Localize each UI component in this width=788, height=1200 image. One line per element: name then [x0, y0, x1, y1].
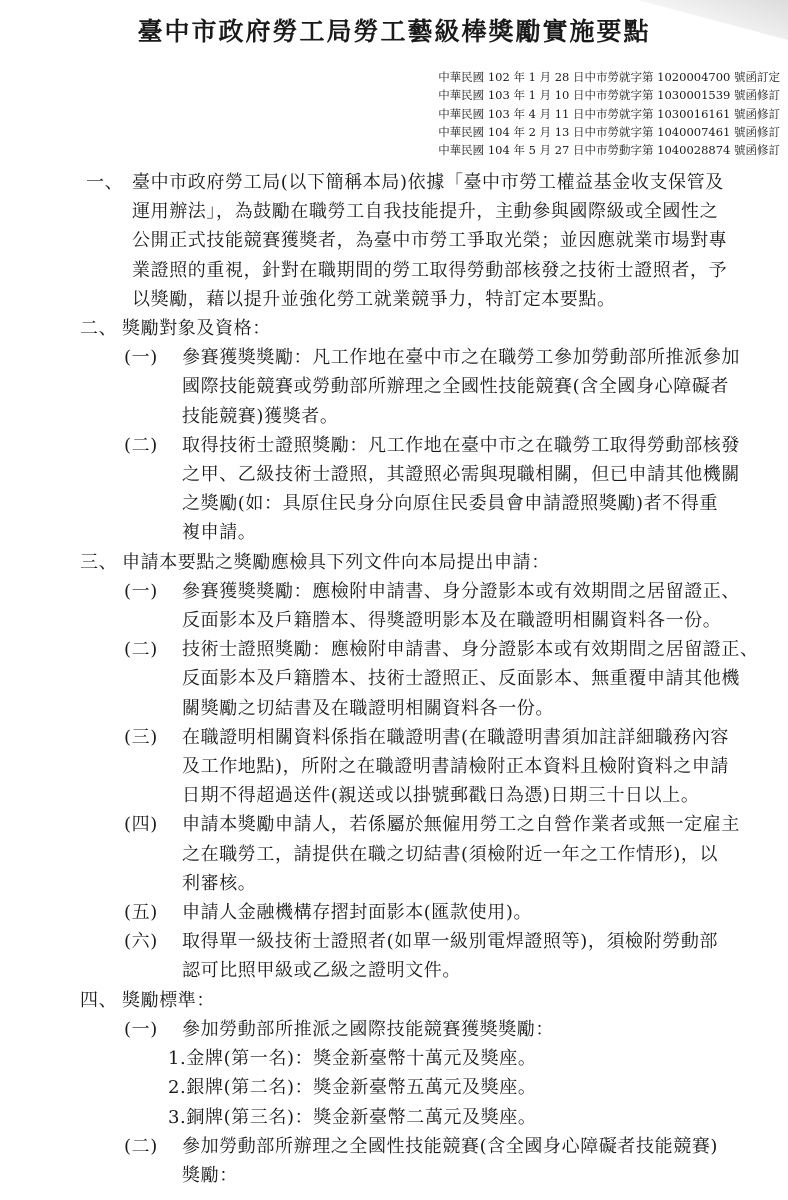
text-line: 反面影本及戶籍謄本、得獎證明影本及在職證明相關資料各一份。: [182, 610, 722, 632]
item-text: [182, 577, 782, 635]
text-line: 參賽獲獎獎勵：凡工作地在臺中市之在職勞工參加勞動部所推派參加: [182, 347, 740, 369]
section-4-subitem-3: [0, 1103, 788, 1132]
text-line: 之獎勵(如：具原住民身分向原住民委員會申請證照獎勵)者不得重: [182, 493, 719, 515]
text-line: 獎勵：: [182, 1164, 238, 1186]
item-marker: (四): [124, 814, 158, 836]
text-line: 在職證明相關資料係指在職證明書(在職證明書須加註詳細職務內容: [182, 726, 730, 748]
section-3-item-6: [0, 927, 788, 985]
section-marker: 四、: [80, 989, 118, 1011]
award-line-gold: 1.金牌(第一名)：獎金新臺幣十萬元及獎座。: [168, 1048, 537, 1070]
item-text: [182, 723, 782, 811]
text-line: 業證照的重視，針對在職期間的勞工取得勞動部核發之技術士證照者，予: [132, 259, 728, 281]
history-line: 中華民國 104 年 5 月 27 日中市勞動字第 1040028874 號函修訂: [438, 143, 780, 158]
section-marker: 二、: [80, 318, 118, 340]
item-text: [182, 810, 782, 898]
section-2-item-1: [0, 343, 788, 431]
text-line: 參加勞動部所推派之國際技能競賽獲獎獎勵：: [182, 1018, 554, 1040]
section-text: [132, 168, 788, 314]
text-line: 之在職勞工，請提供在職之切結書(須檢附近一年之工作情形)，以: [182, 843, 719, 865]
item-text: [182, 1015, 782, 1044]
item-text: [182, 927, 782, 985]
section-3-item-4: [0, 810, 788, 898]
text-line: 及工作地點)，所附之在職證明書請檢附正本資料且檢附資料之申請: [182, 756, 730, 778]
text-line: 參加勞動部所辦理之全國性技能競賽(含全國身心障礙者技能競賽): [182, 1135, 719, 1157]
section-heading: 申請本要點之獎勵應檢具下列文件向本局提出申請：: [122, 551, 550, 573]
text-line: 技術士證照獎勵：應檢附申請書、身分證影本或有效期間之居留證正、: [182, 639, 759, 661]
text-line: 臺中市政府勞工局(以下簡稱本局)依據「臺中市勞工權益基金收支保管及: [132, 172, 724, 193]
section-heading: 獎勵標準：: [122, 989, 215, 1011]
section-3-item-2: [0, 635, 788, 723]
document-title: 臺中市政府勞工局勞工藝級棒獎勵實施要點: [137, 17, 651, 46]
history-line: 中華民國 103 年 4 月 11 日中市勞就字第 1030016161 號函修訂: [438, 106, 780, 121]
section-4-subitem-2: [0, 1073, 788, 1102]
section-2: [0, 314, 788, 343]
text-line: 國際技能競賽或勞動部所辦理之全國性技能競賽(含全國身心障礙者: [182, 376, 730, 398]
history-line: 中華民國 104 年 2 月 13 日中市勞就字第 1040007461 號函修訂: [438, 124, 780, 139]
item-text: [182, 431, 782, 548]
section-3: [0, 548, 788, 577]
text-line: 公開正式技能競賽獲獎者，為臺中市勞工爭取光榮；並因應就業市場對專: [132, 230, 728, 252]
item-text: [182, 1132, 782, 1190]
item-marker: (二): [124, 1135, 158, 1157]
document-body: [0, 168, 788, 1190]
section-4-subitem-1: [0, 1044, 788, 1073]
text-line: 利審核。: [182, 872, 257, 894]
item-marker: (五): [124, 902, 158, 924]
section-1: [0, 168, 788, 314]
item-text: [182, 898, 782, 927]
text-line: 認可比照甲級或乙級之證明文件。: [182, 960, 461, 982]
text-line: 申請本獎勵申請人，若係屬於無僱用勞工之自營作業者或無一定雇主: [182, 814, 740, 836]
section-heading: 獎勵對象及資格：: [122, 318, 271, 340]
section-3-item-3: [0, 723, 788, 811]
section-marker: 三、: [80, 551, 118, 573]
item-marker: (三): [124, 726, 158, 748]
history-line: 中華民國 103 年 1 月 10 日中市勞就字第 1030001539 號函修訂: [438, 88, 780, 103]
item-marker: (六): [124, 931, 158, 953]
section-marker: 一、: [86, 172, 124, 193]
text-line: 反面影本及戶籍謄本、技術士證照正、反面影本、無重覆申請其他機: [182, 668, 740, 690]
text-line: 取得技術士證照獎勵：凡工作地在臺中市之在職勞工取得勞動部核發: [182, 434, 740, 456]
text-line: 申請人金融機構存摺封面影本(匯款使用)。: [182, 902, 533, 924]
text-line: 以獎勵，藉以提升並強化勞工就業競爭力，特訂定本要點。: [132, 288, 616, 310]
item-marker: (二): [124, 434, 158, 456]
amendment-history: [438, 68, 780, 159]
item-marker: (一): [124, 347, 158, 369]
section-3-item-5: [0, 898, 788, 927]
section-4-item-2: [0, 1132, 788, 1190]
section-3-item-1: [0, 577, 788, 635]
item-marker: (一): [124, 1018, 158, 1040]
item-marker: (一): [124, 580, 158, 602]
text-line: 關獎勵之切結書及在職證明相關資料各一份。: [182, 697, 554, 719]
text-line: 之甲、乙級技術士證照，其證照必需與現職相關，但已申請其他機關: [182, 464, 740, 486]
section-2-item-2: [0, 431, 788, 548]
item-text: [182, 635, 782, 723]
award-line-silver: 2.銀牌(第二名)：獎金新臺幣五萬元及獎座。: [168, 1077, 537, 1099]
award-line-bronze: 3.銅牌(第三名)：獎金新臺幣二萬元及獎座。: [168, 1106, 537, 1128]
item-text: [182, 343, 782, 431]
section-4-item-1: [0, 1015, 788, 1044]
section-4: [0, 986, 788, 1015]
history-line: 中華民國 102 年 1 月 28 日中市勞就字第 1020004700 號函訂定: [438, 70, 780, 84]
text-line: 日期不得超過送件(親送或以掛號郵戳日為憑)日期三十日以上。: [182, 785, 700, 807]
text-line: 複申請。: [182, 522, 257, 544]
text-line: 取得單一級技術士證照者(如單一級別電焊證照等)，須檢附勞動部: [182, 931, 719, 953]
text-line: 運用辦法」，為鼓勵在職勞工自我技能提升，主動參與國際級或全國性之: [132, 201, 719, 223]
text-line: 參賽獲獎獎勵：應檢附申請書、身分證影本或有效期間之居留證正、: [182, 580, 740, 602]
text-line: 技能競賽)獲獎者。: [182, 405, 339, 427]
item-marker: (二): [124, 639, 158, 661]
